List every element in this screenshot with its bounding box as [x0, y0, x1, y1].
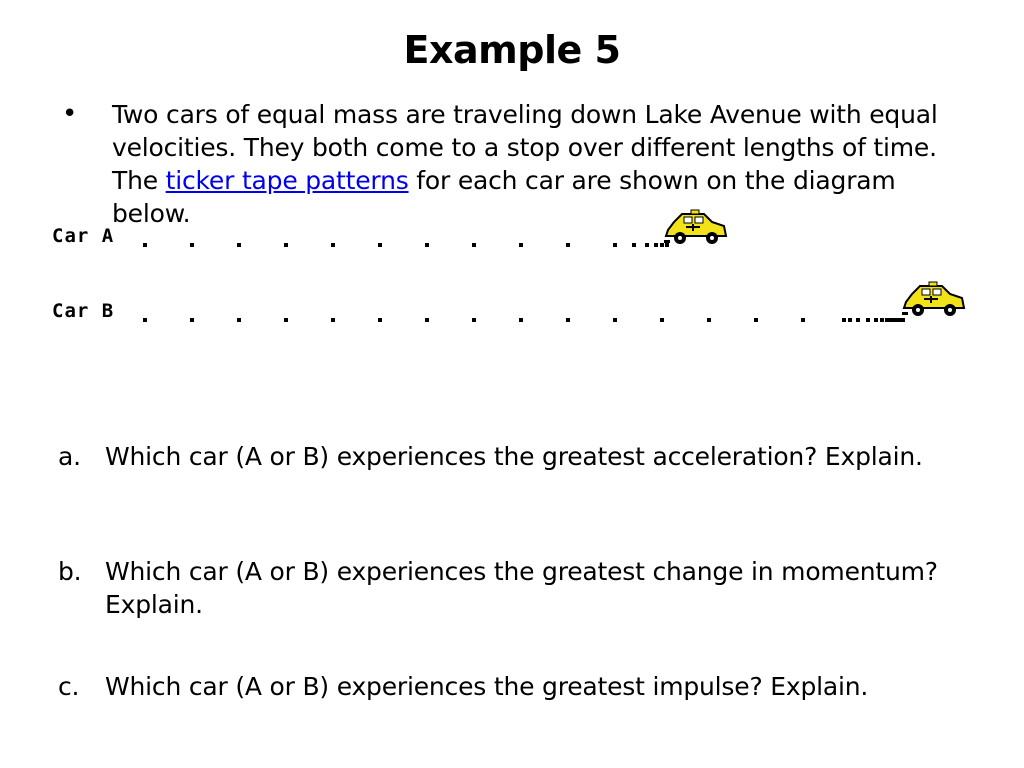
question-marker: a. — [58, 442, 81, 471]
car-b-taxi-icon — [902, 280, 966, 320]
ticker-dot — [856, 318, 860, 322]
car-a-taxi-icon — [664, 208, 728, 248]
ticker-dot — [519, 243, 523, 247]
bullet-icon: • — [62, 99, 78, 129]
intro-text-after: for each car are shown on the diagram below. — [112, 166, 896, 228]
intro-text-before: Two cars of equal mass are traveling down Lake Avenue with equal velocities. They both come to a stop over different lengths of time. The — [112, 100, 938, 195]
question-marker: b. — [58, 557, 82, 586]
question-marker: c. — [58, 672, 80, 701]
ticker-dot — [880, 318, 884, 322]
ticker-dot — [566, 318, 570, 322]
ticker-dot — [237, 318, 241, 322]
ticker-dot — [848, 318, 852, 322]
ticker-dot — [190, 243, 194, 247]
question-text: Which car (A or B) experiences the greatest change in momentum? Explain. — [105, 557, 938, 619]
ticker-dot — [237, 243, 241, 247]
ticker-dot — [613, 243, 617, 247]
slide-title: Example 5 — [403, 28, 621, 72]
ticker-dot — [645, 243, 649, 247]
ticker-dot — [472, 243, 476, 247]
ticker-dot — [284, 243, 288, 247]
ticker-dot — [331, 318, 335, 322]
ticker-dot — [842, 318, 846, 322]
taxi-icon — [902, 282, 964, 316]
ticker-dot — [519, 318, 523, 322]
ticker-tape-diagram — [0, 200, 1024, 340]
ticker-dot — [801, 318, 805, 322]
ticker-dot — [143, 318, 147, 322]
ticker-dot — [378, 243, 382, 247]
question-text: Which car (A or B) experiences the greatest impulse? Explain. — [105, 672, 869, 701]
ticker-tape-link[interactable]: ticker tape patterns — [165, 166, 409, 195]
ticker-dot — [707, 318, 711, 322]
ticker-dot — [284, 318, 288, 322]
intro-paragraph — [62, 98, 962, 228]
taxi-icon — [664, 210, 726, 244]
car-a-label: Car A — [52, 225, 115, 247]
ticker-dot — [866, 318, 870, 322]
ticker-dot — [654, 243, 658, 247]
ticker-dot — [874, 318, 878, 322]
ticker-dot — [472, 318, 476, 322]
ticker-dot — [566, 243, 570, 247]
ticker-dot — [632, 243, 636, 247]
ticker-dot — [754, 318, 758, 322]
ticker-dot — [613, 318, 617, 322]
ticker-dot — [425, 243, 429, 247]
question-text: Which car (A or B) experiences the greatest acceleration? Explain. — [105, 442, 923, 471]
ticker-dot — [378, 318, 382, 322]
ticker-dot — [143, 243, 147, 247]
ticker-dot — [425, 318, 429, 322]
ticker-dot — [331, 243, 335, 247]
ticker-dot — [190, 318, 194, 322]
car-b-label: Car B — [52, 300, 115, 322]
ticker-dot — [660, 318, 664, 322]
